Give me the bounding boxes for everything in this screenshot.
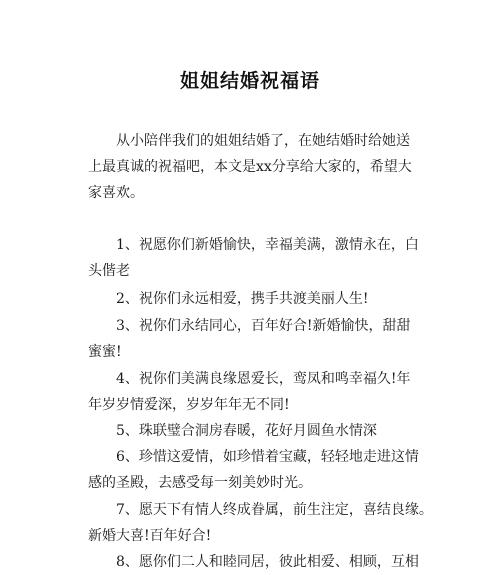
blessing-line: 新婚大喜!百年好合!	[88, 528, 212, 544]
intro-line: 从小陪伴我们的姐姐结婚了，在她结婚时给她送	[88, 133, 410, 149]
intro-line: 家喜欢。	[88, 185, 144, 201]
blessing-line: 感的圣殿，去感受每一刻美妙时光。	[88, 475, 312, 491]
blessing-line: 6、珍惜这爱情，如珍惜着宝藏，轻轻地走进这情	[88, 449, 419, 465]
blessing-line: 头偕老	[88, 263, 130, 279]
blessing-line: 1、祝愿你们新婚愉快，幸福美满，激情永在，白	[88, 237, 419, 253]
intro-line: 上最真诚的祝福吧，本文是xx分享给大家的，希望大	[88, 159, 412, 175]
blessing-line: 8、愿你们二人和睦同居，彼此相爱、相顾，互相	[88, 554, 419, 570]
blessing-line: 2、祝你们永远相爱，携手共渡美丽人生!	[88, 291, 369, 307]
blessing-line: 3、祝你们永结同心，百年好合!新婚愉快，甜甜	[88, 318, 411, 334]
blessing-line: 5、珠联璧合洞房春暖，花好月圆鱼水情深	[88, 423, 377, 439]
document-title: 姐姐结婚祝福语	[179, 70, 320, 92]
blessing-line: 蜜蜜!	[88, 344, 122, 360]
blessing-line: 7、愿天下有情人终成眷属，前生注定，喜结良缘。	[88, 502, 433, 518]
blessing-line: 年岁岁情爱深，岁岁年年无不同!	[88, 397, 290, 413]
blessing-line: 4、祝你们美满良缘恩爱长，鸾凤和鸣幸福久!年	[88, 371, 411, 387]
